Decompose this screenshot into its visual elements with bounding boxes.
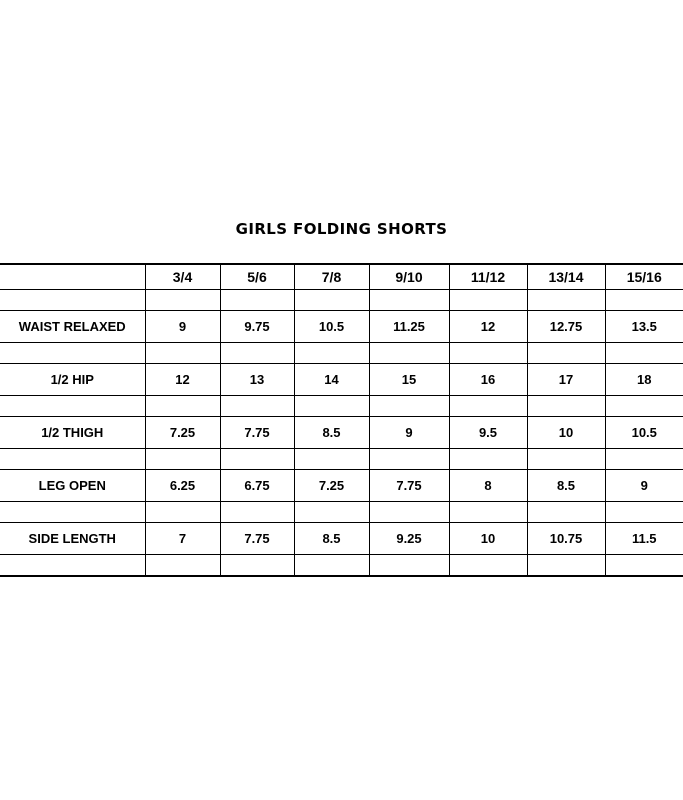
measurement-row-side-length <box>0 523 683 555</box>
size-header-cell: 7/8 <box>294 264 369 290</box>
measurement-value: 8 <box>449 470 527 502</box>
measurement-value: 18 <box>605 364 683 396</box>
size-header-cell: 5/6 <box>220 264 294 290</box>
measurement-value: 13 <box>220 364 294 396</box>
measurement-value: 12.75 <box>527 311 605 343</box>
measurement-value: 7.75 <box>369 470 449 502</box>
measurement-value: 13.5 <box>605 311 683 343</box>
size-header-row <box>0 264 683 290</box>
measurement-value: 8.5 <box>294 523 369 555</box>
measurement-value: 9.5 <box>449 417 527 449</box>
measurement-value: 9.75 <box>220 311 294 343</box>
measurement-value: 10 <box>449 523 527 555</box>
size-header-cell: 9/10 <box>369 264 449 290</box>
measurement-value: 8.5 <box>527 470 605 502</box>
measurement-value: 11.5 <box>605 523 683 555</box>
measurement-value: 10.5 <box>605 417 683 449</box>
measurement-label: WAIST RELAXED <box>0 311 145 343</box>
measurement-value: 16 <box>449 364 527 396</box>
measurement-value: 10.5 <box>294 311 369 343</box>
measurement-value: 11.25 <box>369 311 449 343</box>
measurement-value: 9 <box>145 311 220 343</box>
size-chart-table <box>0 263 683 577</box>
measurement-value: 7.25 <box>294 470 369 502</box>
measurement-value: 15 <box>369 364 449 396</box>
measurement-label: SIDE LENGTH <box>0 523 145 555</box>
spacer-row <box>0 396 683 417</box>
measurement-value: 9.25 <box>369 523 449 555</box>
measurement-label: 1/2 THIGH <box>0 417 145 449</box>
measurement-value: 6.75 <box>220 470 294 502</box>
chart-title: GIRLS FOLDING SHORTS <box>235 220 448 238</box>
measurement-label: LEG OPEN <box>0 470 145 502</box>
measurement-label: 1/2 HIP <box>0 364 145 396</box>
measurement-value: 7.75 <box>220 523 294 555</box>
spacer-row <box>0 502 683 523</box>
measurement-row-leg-open <box>0 470 683 502</box>
measurement-row-half-thigh <box>0 417 683 449</box>
header-corner-cell <box>0 264 145 290</box>
measurement-value: 7.75 <box>220 417 294 449</box>
measurement-value: 12 <box>145 364 220 396</box>
measurement-value: 7 <box>145 523 220 555</box>
measurement-value: 8.5 <box>294 417 369 449</box>
measurement-value: 9 <box>369 417 449 449</box>
size-chart-body <box>0 264 683 576</box>
measurement-value: 9 <box>605 470 683 502</box>
spacer-row <box>0 449 683 470</box>
spacer-row <box>0 290 683 311</box>
size-header-cell: 3/4 <box>145 264 220 290</box>
measurement-row-half-hip <box>0 364 683 396</box>
spacer-row <box>0 343 683 364</box>
measurement-value: 14 <box>294 364 369 396</box>
measurement-value: 17 <box>527 364 605 396</box>
measurement-value: 10.75 <box>527 523 605 555</box>
measurement-value: 12 <box>449 311 527 343</box>
size-header-cell: 11/12 <box>449 264 527 290</box>
measurement-row-waist-relaxed <box>0 311 683 343</box>
size-header-cell: 15/16 <box>605 264 683 290</box>
measurement-value: 6.25 <box>145 470 220 502</box>
measurement-value: 10 <box>527 417 605 449</box>
spacer-row <box>0 555 683 577</box>
measurement-value: 7.25 <box>145 417 220 449</box>
size-header-cell: 13/14 <box>527 264 605 290</box>
